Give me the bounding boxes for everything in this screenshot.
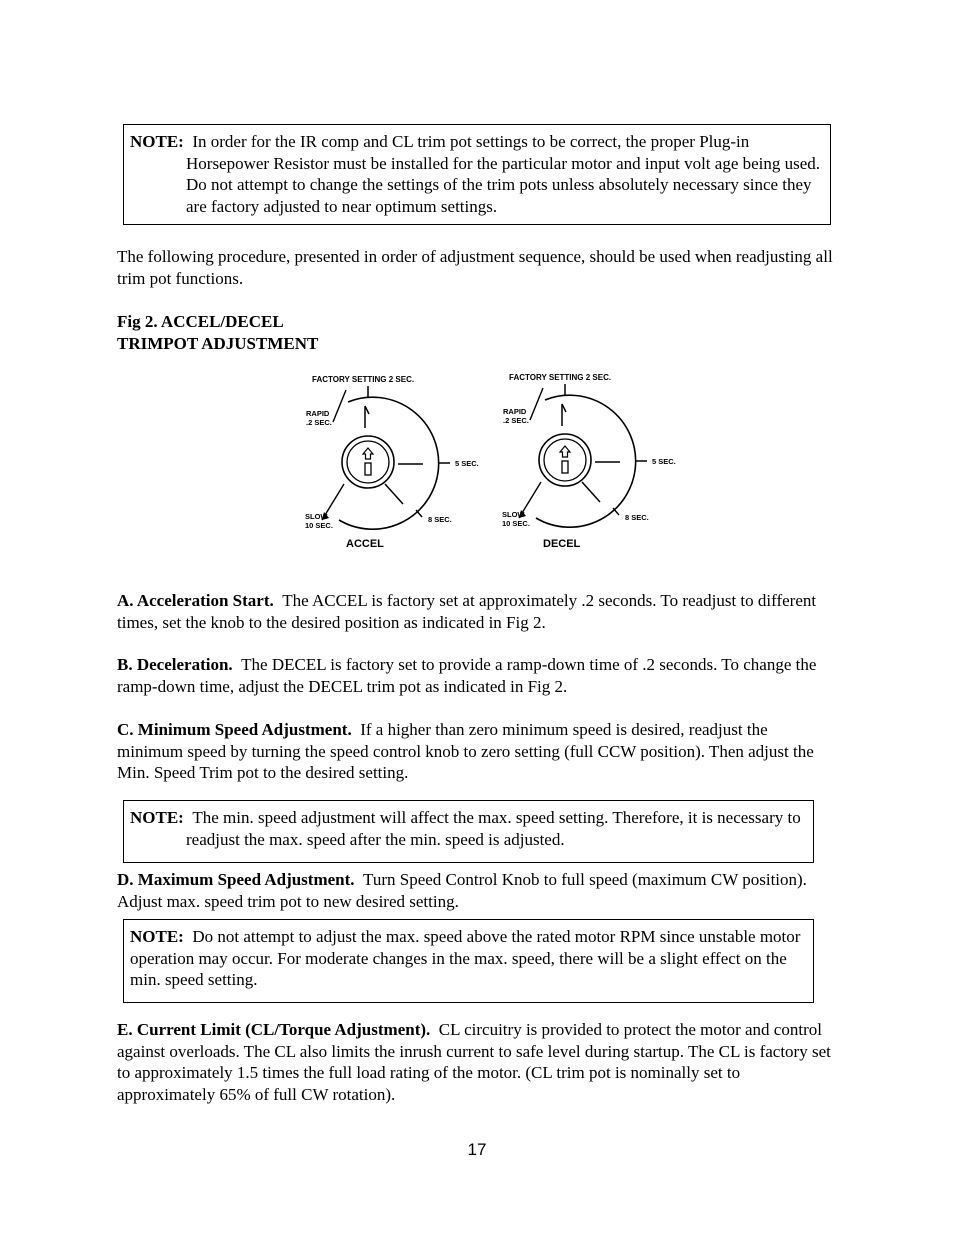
accel-factory-label: FACTORY SETTING 2 SEC. bbox=[312, 375, 415, 384]
section-deceleration bbox=[117, 654, 839, 697]
accel-five-label: 5 SEC. bbox=[455, 459, 479, 468]
figure-caption-line2: TRIMPOT ADJUSTMENT bbox=[117, 333, 319, 353]
decel-five-label: 5 SEC. bbox=[652, 457, 676, 466]
note-box-min-speed bbox=[123, 800, 814, 863]
accel-title: ACCEL bbox=[346, 538, 384, 550]
section-min-speed bbox=[117, 719, 822, 784]
note-text: Do not attempt to adjust the max. speed above the rated motor RPM since unstable motor operation may occur. For moderate changes in the max. speed, there will be a slight effect on the min. speed setting. bbox=[130, 927, 801, 989]
accel-slow-time: 10 SEC. bbox=[305, 521, 333, 530]
accel-dial bbox=[305, 375, 479, 550]
note-label: NOTE: bbox=[130, 808, 184, 827]
section-heading: D. Maximum Speed Adjustment. bbox=[117, 870, 355, 889]
decel-slow-time: 10 SEC. bbox=[502, 519, 530, 528]
section-text: Turn Speed Control Knob to full speed (maximum CW position). Adjust max. speed trim pot to new desired setting. bbox=[117, 870, 807, 911]
figure-caption-line1: Fig 2. ACCEL/DECEL bbox=[117, 312, 284, 331]
note-paragraph bbox=[130, 807, 807, 850]
note-text: The min. speed adjustment will affect the max. speed setting. Therefore, it is necessary to readjust the max. speed after the min. speed is adjusted. bbox=[186, 808, 801, 849]
note-box-ir-comp bbox=[123, 124, 831, 225]
accel-rapid-label: RAPID bbox=[306, 409, 330, 418]
accel-rapid-time: .2 SEC. bbox=[306, 418, 332, 427]
figure-caption bbox=[117, 311, 318, 354]
trimpot-figure bbox=[295, 362, 676, 557]
note-label: NOTE: bbox=[130, 132, 184, 151]
accel-slow-label: SLOW bbox=[305, 512, 328, 521]
section-text: If a higher than zero minimum speed is desired, readjust the minimum speed by turning the speed control knob to zero setting (full CCW position). Then adjust the Min. Speed Trim pot to the desired setting. bbox=[117, 720, 814, 782]
section-heading: A. Acceleration Start. bbox=[117, 591, 274, 610]
note-box-max-speed bbox=[123, 919, 814, 1003]
section-heading: E. Current Limit (CL/Torque Adjustment). bbox=[117, 1020, 431, 1039]
section-heading: B. Deceleration. bbox=[117, 655, 233, 674]
decel-slow-label: SLOW bbox=[502, 510, 525, 519]
decel-rapid-time: .2 SEC. bbox=[503, 416, 529, 425]
note-paragraph bbox=[130, 926, 807, 991]
section-acceleration bbox=[117, 590, 839, 633]
section-current-limit bbox=[117, 1019, 839, 1105]
section-max-speed bbox=[117, 869, 839, 912]
decel-title: DECEL bbox=[543, 538, 581, 550]
decel-factory-label: FACTORY SETTING 2 SEC. bbox=[509, 373, 612, 382]
section-text: The DECEL is factory set to provide a ramp-down time of .2 seconds. To change the ramp-down time, adjust the DECEL trim pot as indicated in Fig 2. bbox=[117, 655, 817, 696]
note-text: In order for the IR comp and CL trim pot settings to be correct, the proper Plug-in Horsepower Resistor must be installed for the particular motor and input volt age being used. Do not attempt to change the settings of the trim pots unless absolutely necessary since they are factory adjusted to near optimum settings. bbox=[186, 132, 821, 216]
accel-eight-label: 8 SEC. bbox=[428, 515, 452, 524]
page-number: 17 bbox=[467, 1140, 487, 1159]
decel-eight-label: 8 SEC. bbox=[625, 513, 649, 522]
section-text: CL circuitry is provided to protect the motor and control against overloads. The CL also limits the inrush current to safe level during startup. The CL is factory set to approximately 1.5 times the full load rating of the motor. (CL trim pot is nominally set to approximately 65% of full CW rotation). bbox=[117, 1020, 831, 1104]
section-heading: C. Minimum Speed Adjustment. bbox=[117, 720, 352, 739]
section-text: The ACCEL is factory set at approximately .2 seconds. To readjust to different times, set the knob to the desired position as indicated in Fig 2. bbox=[117, 591, 817, 632]
decel-rapid-label: RAPID bbox=[503, 407, 527, 416]
note-paragraph bbox=[130, 131, 824, 217]
decel-dial bbox=[502, 373, 676, 550]
intro-paragraph: The following procedure, presented in order of adjustment sequence, should be used when readjusting all trim pot functions. bbox=[117, 247, 833, 288]
note-label: NOTE: bbox=[130, 927, 184, 946]
